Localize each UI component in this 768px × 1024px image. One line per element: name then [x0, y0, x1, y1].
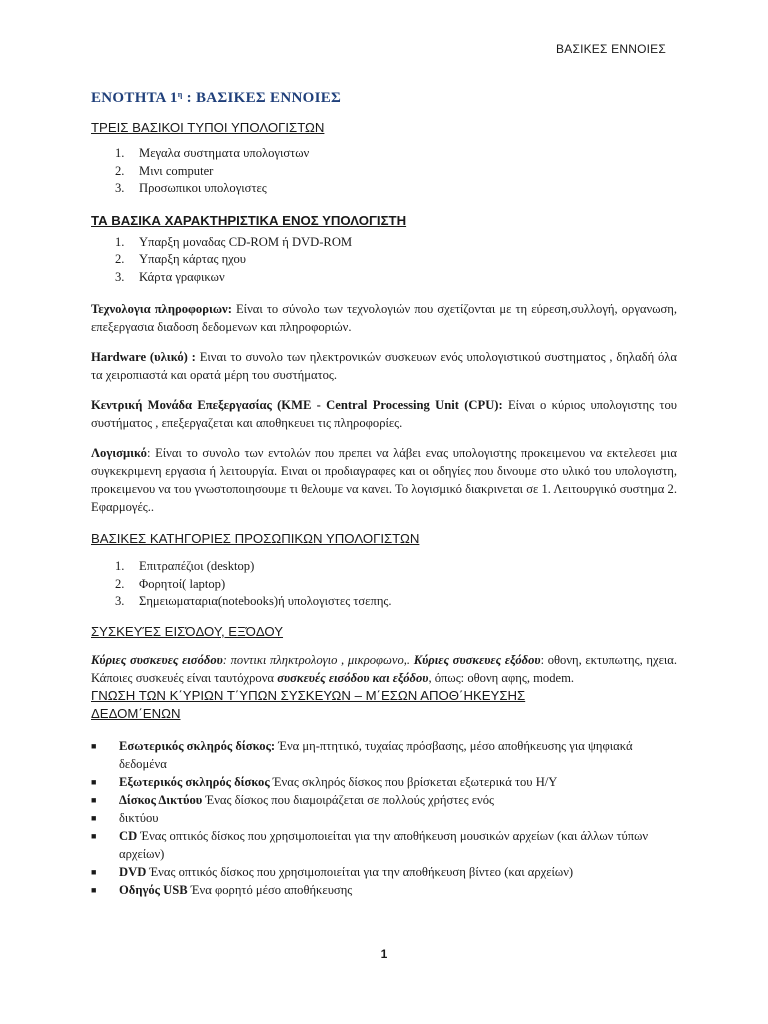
paragraph-io-devices: Κύριες συσκευες εισόδου: ποντικι πληκτρολογιο , μικροφωνο,. Κύριες συσκευες εξόδου: οθονη, εκτυπωτης, ηχεια. Κάποιες συσκευές είναι ταυτόχρονα συσκευές εισόδου και εξόδου, όπως: οθονη αφης, modem.: [91, 652, 677, 685]
paragraph-software: Λογισμικό: Είναι το συνολο των εντολών που πρεπει να λάβει ενας υπολογιστης προκειμενου να εκτελεσει μια συγκεκριμενη εργασια ή λειτουργία. Ειναι οι προδιαγραφες και οι οδηγίες που δινουμε στο υλικό του υπολογιστη, προκειμενου να του γνωστοποιησουμε τι θελουμε να κανει. Το λογισμικό διακρινεται σε 1. Λειτουργικό συστημα 2. Εφαρμογές..: [91, 446, 677, 514]
page-number: 1: [380, 947, 388, 961]
characteristics-list: [91, 234, 677, 287]
list-item: 1. Υπαρξη μοναδας CD-ROM ή DVD-ROM: [115, 234, 353, 249]
chapter-title: ΕΝΟΤΗΤΑ $1^\eta$ : ΒΑΣΙΚΕΣ ΕΝΝΟΙΕΣ: [91, 90, 342, 106]
list-item: 3. Προσωπικοι υπολογιστες: [115, 181, 267, 195]
paragraph-cpu: Κεντρική Μονάδα Επεξεργασίας (ΚΜΕ - Central Processing Unit (CPU): Είναι ο κύριος υπολογιστης του συστήματος , επεξεργαζεται και αποθηκευει τις πληροφορίες.: [91, 398, 677, 430]
section-heading-characteristics: ΤΑ ΒΑΣΙΚΑ ΧΑΡΑΚΤΗΡΙΣΤΙΚΑ ΕΝΟΣ ΥΠΟΛΟΓΙΣΤΗ: [91, 212, 407, 228]
computer-types-list: [91, 145, 677, 198]
page-header: ΒΑΣΙΚΕΣ ΕΝΝΟΙΕΣ: [556, 42, 666, 56]
document-body: [91, 86, 677, 899]
bullet-icon: ■: [91, 866, 97, 877]
list-item: 3. Σημειωματαρια(notebooks)ή υπολογιστες τσεπης.: [115, 594, 392, 608]
list-item: 2. Υπαρξη κάρτας ηχου: [115, 252, 247, 266]
list-item: ■ Εσωτερικός σκληρός δίσκος: Ένα μη-πτητικό, τυχαίας πρόσβασης, μέσο αποθήκευσης για ψηφιακά δεδομένα: [91, 738, 633, 771]
storage-media-list: [91, 737, 677, 899]
bullet-icon: ■: [91, 830, 97, 841]
section-heading-pc-categories: ΒΑΣΙΚΕΣ ΚΑΤΗΓΟΡΙΕΣ ΠΡΟΣΩΠΙΚΩΝ ΥΠΟΛΟΓΙΣΤΩΝ: [91, 531, 420, 546]
bullet-icon: ■: [91, 794, 97, 805]
list-item: 2. Μινι computer: [115, 163, 214, 178]
bullet-icon: ■: [91, 740, 97, 751]
pc-categories-list: [91, 558, 677, 611]
list-item: ■ Δίσκος Δικτύου Ένας δίσκος που διαμοιράζεται σε πολλούς χρήστες ενός: [91, 792, 494, 807]
list-item: ■ Οδηγός USB Ένα φορητό μέσο αποθήκευσης: [91, 882, 353, 897]
list-item: ■ δικτύου: [91, 810, 159, 825]
paragraph-information-technology: Τεχνολογια πληροφοριων: Είναι το σύνολο των τεχνολογιών που σχετίζονται με τη εύρεση,συλλογή, οργανωση, επεξεργασια διαδοση δεδομενων και πληροφοριών.: [91, 302, 678, 334]
list-item: 1. Επιτραπέζιοι (desktop): [115, 559, 255, 573]
section-heading-io-devices: ΣΥΣΚΕΥΈΣ ΕΙΣΌΔΟΥ, ΕΞΌΔΟΥ: [91, 623, 284, 639]
list-item: ■ DVD Ένας οπτικός δίσκος που χρησιμοποιείται για την αποθήκευση βίντεο (και αρχείων): [91, 864, 574, 879]
list-item: ■ CD Ένας οπτικός δίσκος που χρησιμοποιείται για την αποθήκευση μουσικών αρχείων (και άλλων τύπων αρχείων): [91, 828, 649, 861]
list-item: 2. Φορητοί( laptop): [115, 576, 226, 591]
bullet-icon: ■: [91, 776, 97, 787]
bullet-icon: ■: [91, 812, 97, 823]
list-item: 1. Μεγαλα συστηματα υπολογιστων: [115, 146, 310, 160]
bullet-icon: ■: [91, 884, 97, 895]
section-heading-computer-types: ΤΡΕΙΣ ΒΑΣΙΚΟΙ ΤΥΠΟΙ ΥΠΟΛΟΓΙΣΤΩΝ: [91, 120, 325, 135]
section-heading-storage-media: ΓΝΩΣΗ ΤΩΝ Κ΄ΥΡΙΩΝ Τ΄ΥΠΩΝ ΣΥΣΚΕΥΩΝ – Μ΄ΕΣΩΝ ΑΠΟΘ΄ΗΚΕΥΣΗΣ ΔΕΔΟΜ΄ΕΝΩΝ: [91, 687, 526, 721]
list-item: 3. Κάρτα γραφικων: [115, 269, 225, 284]
paragraph-hardware: Hardware (υλικό) : Ειναι το συνολο των ηλεκτρονικών συσκευων ενός υπολογιστικού συστηματος , δηλαδή όλα τα χειροπιαστά και ορατά μέρη του συστήματος.: [91, 350, 678, 382]
list-item: ■ Εξωτερικός σκληρός δίσκος Ένας σκληρός δίσκος που βρίσκεται εξωτερικά του Η/Υ: [91, 774, 558, 789]
